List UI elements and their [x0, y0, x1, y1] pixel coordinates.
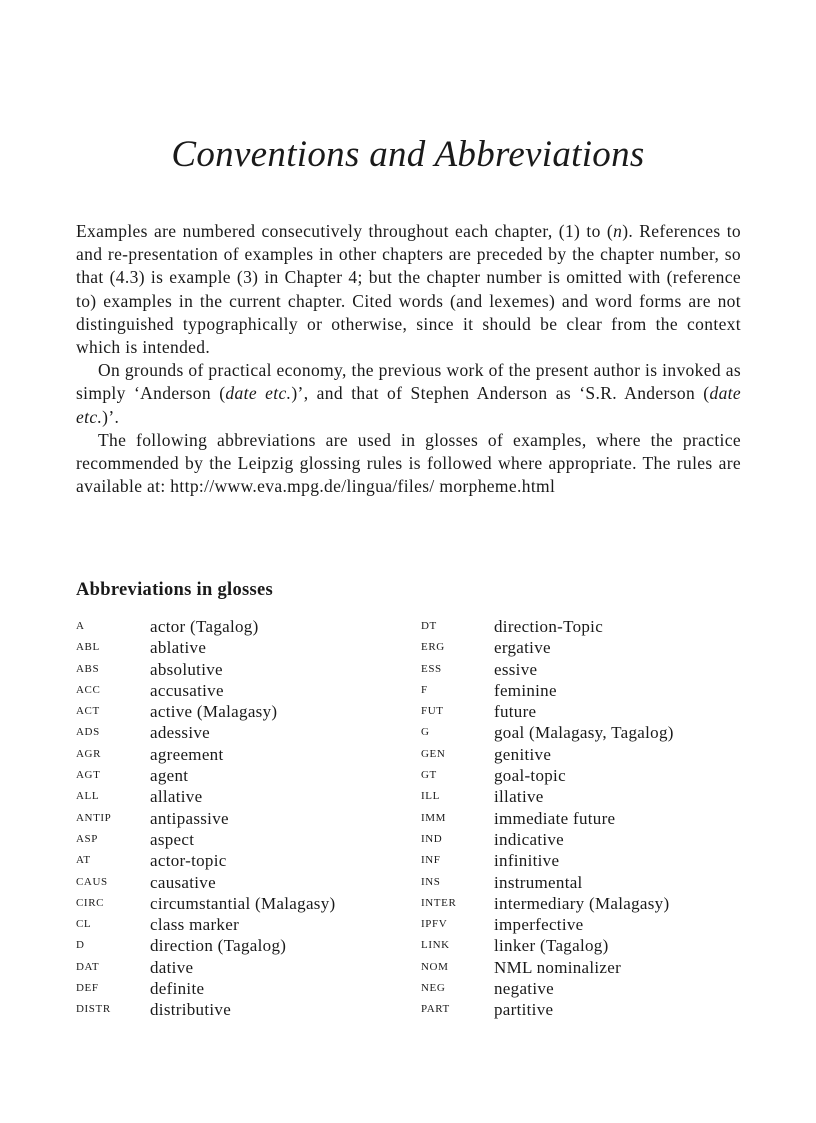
gloss: accusative — [150, 680, 224, 700]
abbreviation: FUT — [421, 705, 444, 718]
abbreviation: ACT — [76, 705, 100, 718]
gloss: genitive — [494, 744, 552, 764]
abbreviation: NEG — [421, 982, 446, 995]
abbreviation: ASP — [76, 832, 98, 845]
abbreviation: CIRC — [76, 896, 105, 909]
gloss: immediate future — [494, 808, 616, 828]
abbreviation: INTER — [421, 896, 457, 909]
abbreviation: DISTR — [76, 1003, 111, 1016]
gloss: absolutive — [150, 659, 223, 679]
gloss: indicative — [494, 829, 565, 849]
gloss: goal-topic — [494, 766, 566, 786]
italic-text: date etc. — [225, 383, 292, 404]
gloss: NML nominalizer — [494, 957, 622, 977]
abbreviation: ESS — [421, 662, 442, 675]
gloss: distributive — [150, 1000, 232, 1020]
abbreviation: INS — [421, 875, 441, 888]
abbreviation: CAUS — [76, 875, 108, 888]
abbreviation: ABL — [76, 641, 100, 654]
abbreviation: AGR — [76, 747, 102, 760]
gloss: infinitive — [494, 851, 560, 871]
abbreviation: DAT — [76, 960, 100, 973]
abbreviation: ADS — [76, 726, 100, 739]
gloss: ablative — [150, 638, 207, 658]
text: Examples are numbered consecutively throughout each chapter, (1) to ( — [76, 221, 614, 241]
gloss: essive — [494, 659, 538, 679]
gloss: agreement — [150, 744, 224, 764]
abbreviation: DEF — [76, 982, 99, 995]
gloss: aspect — [150, 829, 195, 849]
gloss: dative — [150, 957, 194, 977]
body-text — [76, 220, 741, 498]
gloss: partitive — [494, 1000, 554, 1020]
gloss: active (Malagasy) — [150, 702, 278, 722]
gloss: agent — [150, 766, 189, 786]
abbreviation: PART — [421, 1003, 450, 1016]
abbreviation: CL — [76, 918, 92, 931]
gloss: allative — [150, 787, 203, 807]
abbreviation: NOM — [421, 960, 449, 973]
gloss: goal (Malagasy, Tagalog) — [494, 723, 674, 743]
abbreviation: ILL — [421, 790, 440, 803]
italic-text: date etc. — [76, 383, 741, 427]
abbreviation: ERG — [421, 641, 445, 654]
gloss: class marker — [150, 915, 240, 935]
italic-text: n — [613, 221, 623, 241]
page-title: Conventions and Abbreviations — [171, 134, 645, 175]
gloss: negative — [494, 979, 554, 999]
gloss: circumstantial (Malagasy) — [150, 893, 336, 913]
abbreviation: ABS — [76, 662, 100, 675]
gloss: instrumental — [494, 872, 583, 892]
gloss: intermediary (Malagasy) — [494, 893, 670, 913]
gloss: imperfective — [494, 915, 584, 935]
gloss: antipassive — [150, 808, 229, 828]
abbreviation: IPFV — [421, 918, 448, 931]
abbreviation: ALL — [76, 790, 100, 803]
abbreviation: IND — [421, 832, 443, 845]
abbreviation: ANTIP — [76, 811, 112, 824]
gloss: definite — [150, 979, 205, 999]
gloss: illative — [494, 787, 544, 807]
section-heading: Abbreviations in glosses — [76, 580, 274, 600]
text: ). References to and re-presentation of examples in other chapters are preceded by the chapter number, so that (4.3) is example (3) in Chapter 4; but the chapter number is omitted with (reference to) examples in the current chapter. Cited words (and lexemes) and word forms are not distinguished typographically or otherwise, since it should be clear from the context which is intended. — [76, 221, 742, 358]
paragraph-2 — [76, 359, 741, 429]
abbreviation: AGT — [76, 769, 101, 782]
abbreviation: G — [421, 726, 430, 739]
gloss: direction-Topic — [494, 617, 604, 636]
abbreviation: ACC — [76, 683, 101, 696]
gloss: feminine — [494, 680, 557, 700]
abbreviation: INF — [421, 854, 441, 867]
abbreviation: LINK — [421, 939, 450, 952]
paragraph-1 — [76, 220, 741, 359]
abbreviation: A — [76, 620, 85, 632]
abbreviation: F — [421, 683, 428, 696]
abbreviation: GT — [421, 769, 437, 782]
gloss: adessive — [150, 723, 210, 743]
text: )’. — [102, 406, 120, 427]
gloss: actor (Tagalog) — [150, 617, 259, 636]
abbreviation: GEN — [421, 747, 446, 760]
gloss: causative — [150, 872, 216, 892]
text: The following abbreviations are used in glosses of examples, where the practice recommended by the Leipzig glossing rules is followed where appropriate. The rules are available at: http://www.eva.mpg.de/lingua/files/ morpheme.html — [76, 429, 741, 497]
abbreviation: DT — [421, 620, 437, 632]
abbreviation: IMM — [421, 811, 447, 824]
text: On grounds of practical economy, the previous work of the present author is invoked as simply ‘Anderson ( — [76, 360, 741, 404]
gloss: direction (Tagalog) — [150, 936, 287, 956]
text: )’, and that of Stephen Anderson as ‘S.R. Anderson ( — [291, 383, 710, 404]
paragraph-3 — [76, 429, 741, 499]
gloss: future — [494, 702, 537, 722]
gloss: linker (Tagalog) — [494, 936, 609, 956]
gloss: ergative — [494, 638, 551, 658]
gloss: actor-topic — [150, 851, 227, 871]
abbreviation: AT — [76, 854, 91, 867]
abbreviation: D — [76, 939, 85, 952]
